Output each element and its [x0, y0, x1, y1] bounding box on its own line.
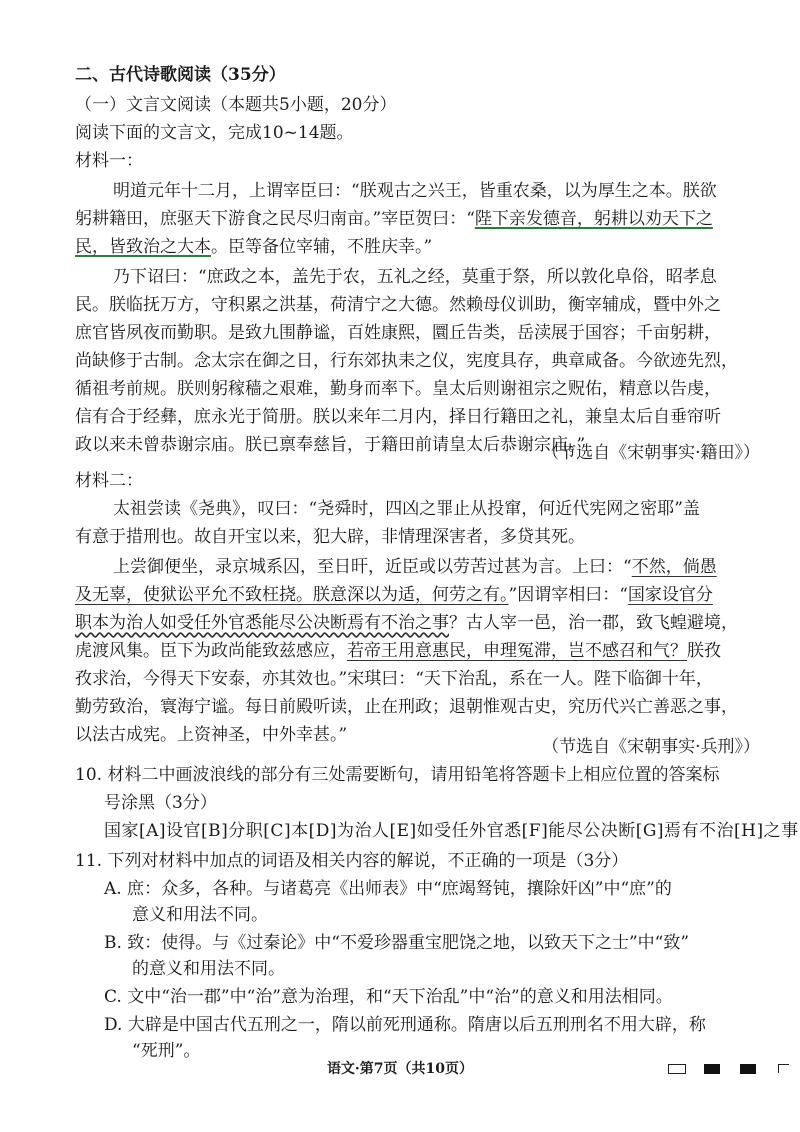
scan-marker	[740, 1064, 756, 1074]
scan-marker	[668, 1064, 686, 1074]
q11-stem: 11. 下列对材料中加点的词语及相关内容的解说，不正确的一项是（3分）	[75, 851, 629, 871]
q11-option-a-line2: 意义和用法不同。	[132, 905, 268, 925]
m1-p1-line2: 躬耕籍田，庶驱天下游食之民尽归南亩。”宰臣贺曰：“陛下亲发德音，躬耕以劝天下之	[75, 209, 713, 229]
q10-options: 国家[A]设官[B]分职[C]本[D]为治人[E]如受任外官悉[F]能尽公决断[G]焉有不治[H]之事	[104, 821, 799, 841]
q11-option-a-line1: A. 庶：众多，各种。与诸葛亮《出师表》中“庶竭驽钝，攘除奸凶”中“庶”的	[104, 879, 672, 899]
q11-option-d-line2: “死刑”。	[132, 1041, 201, 1061]
m2-p1-line1: 太祖尝读《尧典》，叹曰：“尧舜时，四凶之罪止从投窜，何近代宪网之密耶”盖	[113, 499, 700, 519]
m2-p2-line7: 以法古成宪。上资神圣，中外幸甚。”	[75, 725, 348, 745]
instruction: 阅读下面的文言文，完成10~14题。	[75, 123, 354, 143]
wavy-underlined-text: 职本为治人如受任外官悉能尽公决断焉有不治之事	[75, 613, 449, 633]
m1-p2-line7: 政以来未曾恭谢宗庙。朕已禀奉慈旨，于籍田前请皇太后恭谢宗庙。”	[75, 435, 586, 455]
material-one-label: 材料一：	[75, 151, 143, 171]
m2-p2-line2: 及无辜，使狱讼平允不致枉挠。朕意深以为适，何劳之有。”因谓宰相曰：“国家设官分	[75, 585, 713, 605]
scan-marker	[778, 1064, 789, 1073]
m1-p2-line4: 尚缺修于古制。念太宗在御之日，行东郊执耒之仪，宪度具存，典章咸备。今欲迹先烈，	[75, 351, 738, 371]
underlined-text: 若帝王用意惠民，申理冤滞，岂不感召和气？	[347, 641, 687, 661]
q10-stem-line1: 10. 材料二中画波浪线的部分有三处需要断句，请用铅笔将答题卡上相应位置的答案标	[75, 765, 720, 785]
subsection-title: （一）文言文阅读（本题共5小题，20分）	[75, 95, 397, 115]
q11-option-b-line1: B. 致：使得。与《过秦论》中“不爱珍器重宝肥饶之地，以致天下之士”中“致”	[104, 933, 690, 953]
underlined-text: 国家设官分	[627, 585, 713, 605]
m1-p2-line3: 庶官皆夙夜而勤职。是致九围静谧，百姓康熙，圜丘告类，岳渎展于国容；千亩躬耕，	[75, 323, 721, 343]
m1-p2-line5: 循祖考前规。朕则躬稼穑之艰难，勤身而率下。皇太后则谢祖宗之贶佑，精意以告虔，	[75, 379, 721, 399]
scan-marker	[704, 1064, 720, 1074]
underlined-text: 不然，倘愚	[631, 557, 717, 577]
section-title: 二、古代诗歌阅读（35分）	[75, 65, 286, 85]
q11-option-d-line1: D. 大辟是中国古代五刑之一，隋以前死刑通称。隋唐以后五刑刑名不用大辟，称	[104, 1015, 706, 1035]
handwritten-underline: 民，皆致治之大本	[75, 237, 211, 257]
material-two-label: 材料二：	[75, 471, 143, 491]
m1-p2-line2: 民。朕临抚万方，守积累之洪基，荷清宁之大德。然赖母仪训助，衡宰辅成，暨中外之	[75, 295, 721, 315]
m1-p1-line1: 明道元年十二月，上谓宰臣曰：“朕观古之兴王，皆重农桑，以为厚生之本。朕欲	[113, 181, 717, 201]
m1-p2-line1: 乃下诏曰：“庶政之本，盖先于农，五礼之经，莫重于祭，所以敦化阜俗，昭孝息	[113, 267, 717, 287]
m2-p2-line1: 上尝御便坐，录京城系囚，至日旰，近臣或以劳苦过甚为言。上曰：“不然，倘愚	[113, 557, 717, 577]
m2-p1-line2: 有意于措刑也。故自开宝以来，犯大辟，非情理深害者，多贷其死。	[75, 527, 585, 547]
m2-p2-line6: 勤劳致治，寰海宁谧。每日前殿听读，止在刑政；退朝惟观古史，究历代兴亡善恶之事，	[75, 697, 738, 717]
q11-option-c: C. 文中“治一郡”中“治”意为治理，和“天下治乱”中“治”的意义和用法相同。	[104, 987, 673, 1007]
handwritten-underline: 陛下亲发德音，躬耕以劝天下之	[474, 209, 713, 229]
m1-source: （节选自《宋朝事实·籍田》）	[542, 443, 760, 463]
q11-option-b-line2: 的意义和用法不同。	[132, 959, 285, 979]
m2-p2-line3: 职本为治人如受任外官悉能尽公决断焉有不治之事？古人宰一邑，治一郡，致飞蝗避境，	[75, 613, 738, 633]
underlined-text: 及无辜，使狱讼平允不致枉挠。朕意深以为适，何劳之有。	[75, 585, 509, 605]
m2-source: （节选自《宋朝事实·兵刑》）	[542, 737, 760, 757]
q10-stem-line2: 号涂黑（3分）	[104, 793, 217, 813]
m1-p2-line6: 信有合于经彝，庶永光于简册。朕以来年二月内，择日行籍田之礼，兼皇太后自垂帘听	[75, 407, 721, 427]
m2-p2-line5: 孜求治，今得天下安泰，亦其效也。”宋琪曰：“天下治乱，系在一人。陛下临御十年，	[75, 669, 713, 689]
m2-p2-line4: 虎渡风集。臣下为政尚能致兹感应，若帝王用意惠民，申理冤滞，岂不感召和气？朕孜	[75, 641, 721, 661]
m1-p1-line3: 民，皆致治之大本。臣等备位宰辅，不胜庆幸。”	[75, 237, 433, 257]
page-footer: 语文·第7页（共10页）	[326, 1061, 474, 1077]
